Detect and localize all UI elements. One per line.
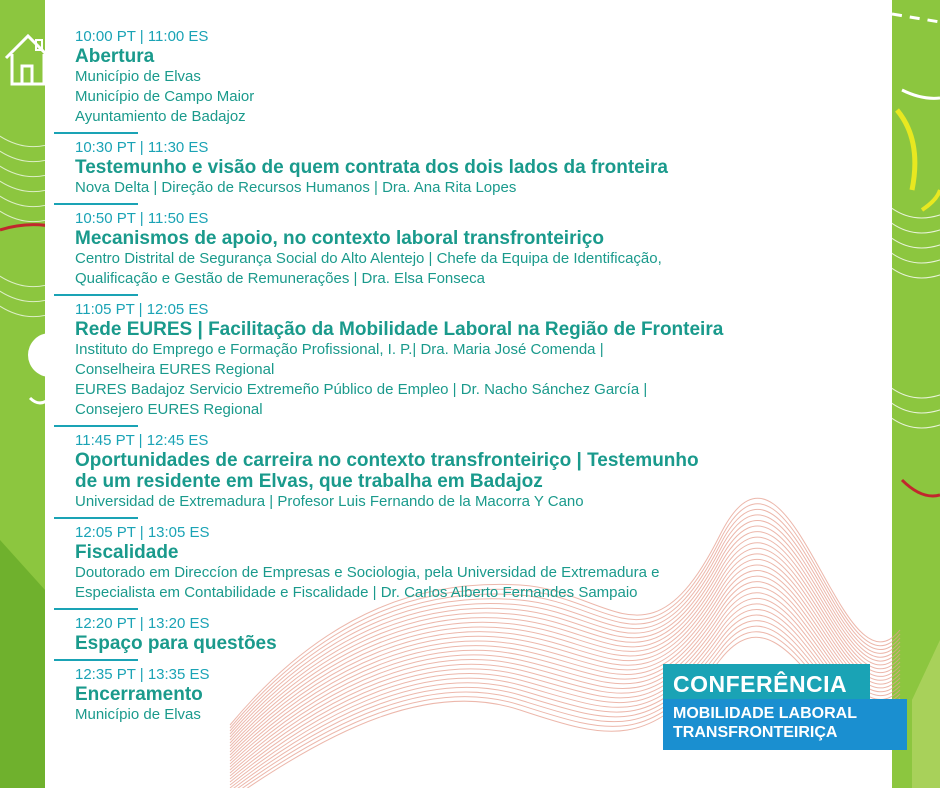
badge-line-2: MOBILIDADE LABORAL bbox=[673, 705, 857, 722]
agenda-time: 10:50 PT | 11:50 ES bbox=[75, 210, 209, 227]
agenda-separator bbox=[54, 659, 138, 661]
badge-subtitle bbox=[663, 699, 907, 750]
agenda-time: 10:00 PT | 11:00 ES bbox=[75, 28, 209, 45]
agenda-detail: Município de Campo Maior bbox=[75, 88, 255, 105]
badge-title: CONFERÊNCIA bbox=[663, 664, 870, 704]
agenda-time: 12:20 PT | 13:20 ES bbox=[75, 615, 210, 632]
agenda-item bbox=[75, 614, 835, 654]
agenda-title: Rede EURES | Facilitação da Mobilidade Laboral na Região de Fronteira bbox=[75, 319, 724, 340]
agenda-item bbox=[75, 138, 835, 198]
agenda-time: 12:05 PT | 13:05 ES bbox=[75, 524, 210, 541]
agenda-title: Abertura bbox=[75, 46, 155, 67]
agenda-detail: Doutorado em Direccíon de Empresas e Sociologia, pela Universidad de Extremadura e bbox=[75, 564, 660, 581]
agenda-title: Fiscalidade bbox=[75, 542, 179, 563]
agenda-time: 10:30 PT | 11:30 ES bbox=[75, 139, 209, 156]
agenda-detail: Ayuntamiento de Badajoz bbox=[75, 108, 246, 125]
badge-line-3: TRANSFRONTEIRIÇA bbox=[673, 724, 838, 741]
house-icon bbox=[2, 30, 54, 88]
agenda-title: Espaço para questões bbox=[75, 633, 277, 654]
agenda-separator bbox=[54, 517, 138, 519]
agenda-item bbox=[75, 300, 835, 420]
agenda-detail: Qualificação e Gestão de Remunerações | Dra. Elsa Fonseca bbox=[75, 270, 485, 287]
agenda-separator bbox=[54, 294, 138, 296]
agenda-title: Testemunho e visão de quem contrata dos dois lados da fronteira bbox=[75, 157, 668, 178]
agenda-separator bbox=[54, 608, 138, 610]
agenda-detail: Especialista em Contabilidade e Fiscalidade | Dr. Carlos Alberto Fernandes Sampaio bbox=[75, 584, 638, 601]
agenda-detail: Centro Distrital de Segurança Social do Alto Alentejo | Chefe da Equipa de Identificação, bbox=[75, 250, 662, 267]
agenda-detail: Instituto do Emprego e Formação Profissional, I. P.| Dra. Maria José Comenda | bbox=[75, 341, 604, 358]
agenda-title: Encerramento bbox=[75, 684, 203, 705]
agenda-item bbox=[75, 523, 835, 603]
agenda-detail: EURES Badajoz Servicio Extremeño Público de Empleo | Dr. Nacho Sánchez García | bbox=[75, 381, 648, 398]
conference-badge bbox=[663, 664, 907, 750]
agenda-item bbox=[75, 27, 835, 127]
agenda-item bbox=[75, 431, 835, 512]
agenda-separator bbox=[54, 425, 138, 427]
agenda-detail: Município de Elvas bbox=[75, 706, 201, 723]
agenda-title: Oportunidades de carreira no contexto transfronteiriço | Testemunho bbox=[75, 450, 699, 471]
agenda-detail: Município de Elvas bbox=[75, 68, 201, 85]
agenda-detail: Conselheira EURES Regional bbox=[75, 361, 275, 378]
agenda-title: Mecanismos de apoio, no contexto laboral transfronteiriço bbox=[75, 228, 604, 249]
agenda-list bbox=[75, 27, 835, 725]
agenda-time: 11:05 PT | 12:05 ES bbox=[75, 301, 209, 318]
agenda-detail: Nova Delta | Direção de Recursos Humanos | Dra. Ana Rita Lopes bbox=[75, 179, 517, 196]
agenda-item bbox=[75, 209, 835, 289]
left-decoration bbox=[0, 0, 45, 788]
agenda-detail: Consejero EURES Regional bbox=[75, 401, 263, 418]
agenda-separator bbox=[54, 203, 138, 205]
agenda-separator bbox=[54, 132, 138, 134]
left-green-band bbox=[0, 0, 45, 788]
agenda-time: 12:35 PT | 13:35 ES bbox=[75, 666, 210, 683]
agenda-time: 11:45 PT | 12:45 ES bbox=[75, 432, 209, 449]
agenda-title: de um residente em Elvas, que trabalha em Badajoz bbox=[75, 471, 543, 492]
agenda-detail: Universidad de Extremadura | Profesor Luis Fernando de la Macorra Y Cano bbox=[75, 493, 584, 510]
